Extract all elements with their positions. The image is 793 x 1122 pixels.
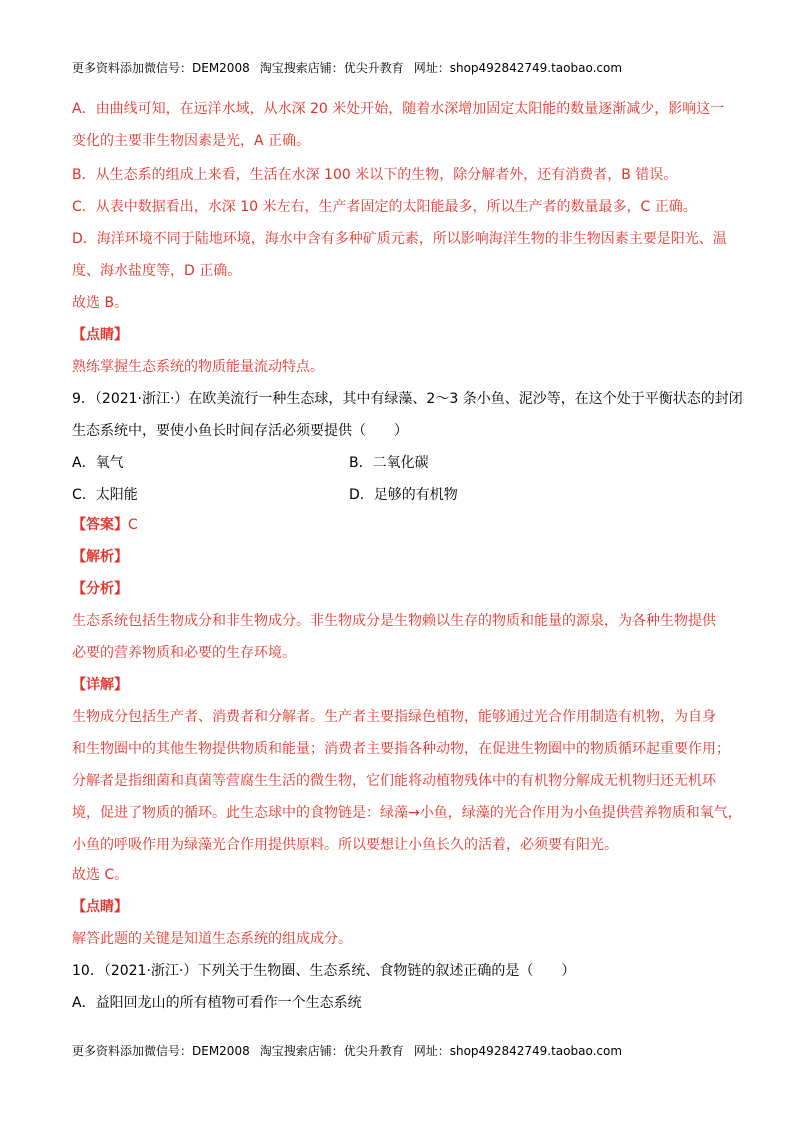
q9-answer-value: C xyxy=(128,517,138,533)
q8-explain-a-line2: 变化的主要非生物因素是光，A 正确。 xyxy=(72,133,311,149)
q9-fenxi-line1: 生态系统包括生物成分和非生物成分。非生物成分是生物赖以生存的物质和能量的源泉，为各种生物提供 xyxy=(72,613,716,629)
footer-wechat: 更多资料添加微信号：DEM2008 xyxy=(72,1044,250,1058)
q9-option-c: C．太阳能 xyxy=(72,487,138,503)
q9-analysis-tag: 【解析】 xyxy=(72,549,128,565)
page-footer xyxy=(72,1042,632,1059)
header-wechat: 更多资料添加微信号：DEM2008 xyxy=(72,61,250,75)
q9-detail-tag: 【详解】 xyxy=(72,677,128,693)
q9-stem-line2: 生态系统中，要使小鱼长时间存活必须要提供（ ） xyxy=(72,423,408,439)
page-header xyxy=(72,59,632,76)
q8-tip: 熟练掌握生态系统的物质能量流动特点。 xyxy=(72,359,324,375)
q9-option-b: B．二氧化碳 xyxy=(349,455,429,471)
q9-option-d: D．足够的有机物 xyxy=(349,487,458,503)
q8-explain-d-line2: 度、海水盐度等，D 正确。 xyxy=(72,263,242,279)
q10-option-a: A．益阳回龙山的所有植物可看作一个生态系统 xyxy=(72,995,362,1011)
header-taobao: 淘宝搜索店铺：优尖升教育 xyxy=(259,61,404,75)
q9-fenxi-tag: 【分析】 xyxy=(72,581,128,597)
q9-fenxi-line2: 必要的营养物质和必要的生存环境。 xyxy=(72,645,296,661)
q9-tip-tag: 【点睛】 xyxy=(72,899,128,915)
q8-explain-b: B．从生态系的组成上来看，生活在水深 100 米以下的生物，除分解者外，还有消费者，B 错误。 xyxy=(72,167,678,183)
q9-detail-line2: 和生物圈中的其他生物提供物质和能量；消费者主要指各种动物，在促进生物圈中的物质循环起重要作用； xyxy=(72,741,730,757)
q9-answer-tag: 【答案】 xyxy=(72,517,128,533)
q8-explain-a-line1: A．由曲线可知，在远洋水域，从水深 20 米处开始，随着水深增加固定太阳能的数量逐渐减少，影响这一 xyxy=(72,101,725,117)
header-site: 网址：shop492842749.taobao.com xyxy=(413,61,623,75)
q9-detail-line4: 境，促进了物质的循环。此生态球中的食物链是：绿藻→小鱼，绿藻的光合作用为小鱼提供营养物质和氧气， xyxy=(72,805,742,821)
q10-stem: 10．（2021·浙江·）下列关于生物圈、生态系统、食物链的叙述正确的是（ ） xyxy=(72,963,576,979)
footer-taobao: 淘宝搜索店铺：优尖升教育 xyxy=(259,1044,404,1058)
footer-site: 网址：shop492842749.taobao.com xyxy=(413,1044,623,1058)
q9-tip: 解答此题的关键是知道生态系统的组成成分。 xyxy=(72,931,352,947)
q9-choice: 故选 C。 xyxy=(72,867,129,883)
q9-detail-line5: 小鱼的呼吸作用为绿藻光合作用提供原料。所以要想让小鱼长久的活着，必须要有阳光。 xyxy=(72,837,618,853)
q9-stem-line1: 9．（2021·浙江·）在欧美流行一种生态球，其中有绿藻、2～3 条小鱼、泥沙等，在这个处于平衡状态的封闭 xyxy=(72,391,743,407)
q8-choice: 故选 B。 xyxy=(72,295,129,311)
q9-detail-line3: 分解者是指细菌和真菌等营腐生生活的微生物，它们能将动植物残体中的有机物分解成无机物归还无机环 xyxy=(72,773,716,789)
q9-option-a: A．氧气 xyxy=(72,455,124,471)
q8-explain-d-line1: D．海洋环境不同于陆地环境，海水中含有多种矿质元素，所以影响海洋生物的非生物因素主要是阳光、温 xyxy=(72,231,727,247)
q9-detail-line1: 生物成分包括生产者、消费者和分解者。生产者主要指绿色植物，能够通过光合作用制造有机物，为自身 xyxy=(72,709,716,725)
q8-tip-tag: 【点睛】 xyxy=(72,327,128,343)
q9-answer xyxy=(72,515,138,535)
q8-explain-c: C．从表中数据看出，水深 10 米左右，生产者固定的太阳能最多，所以生产者的数量最多，C 正确。 xyxy=(72,199,697,215)
